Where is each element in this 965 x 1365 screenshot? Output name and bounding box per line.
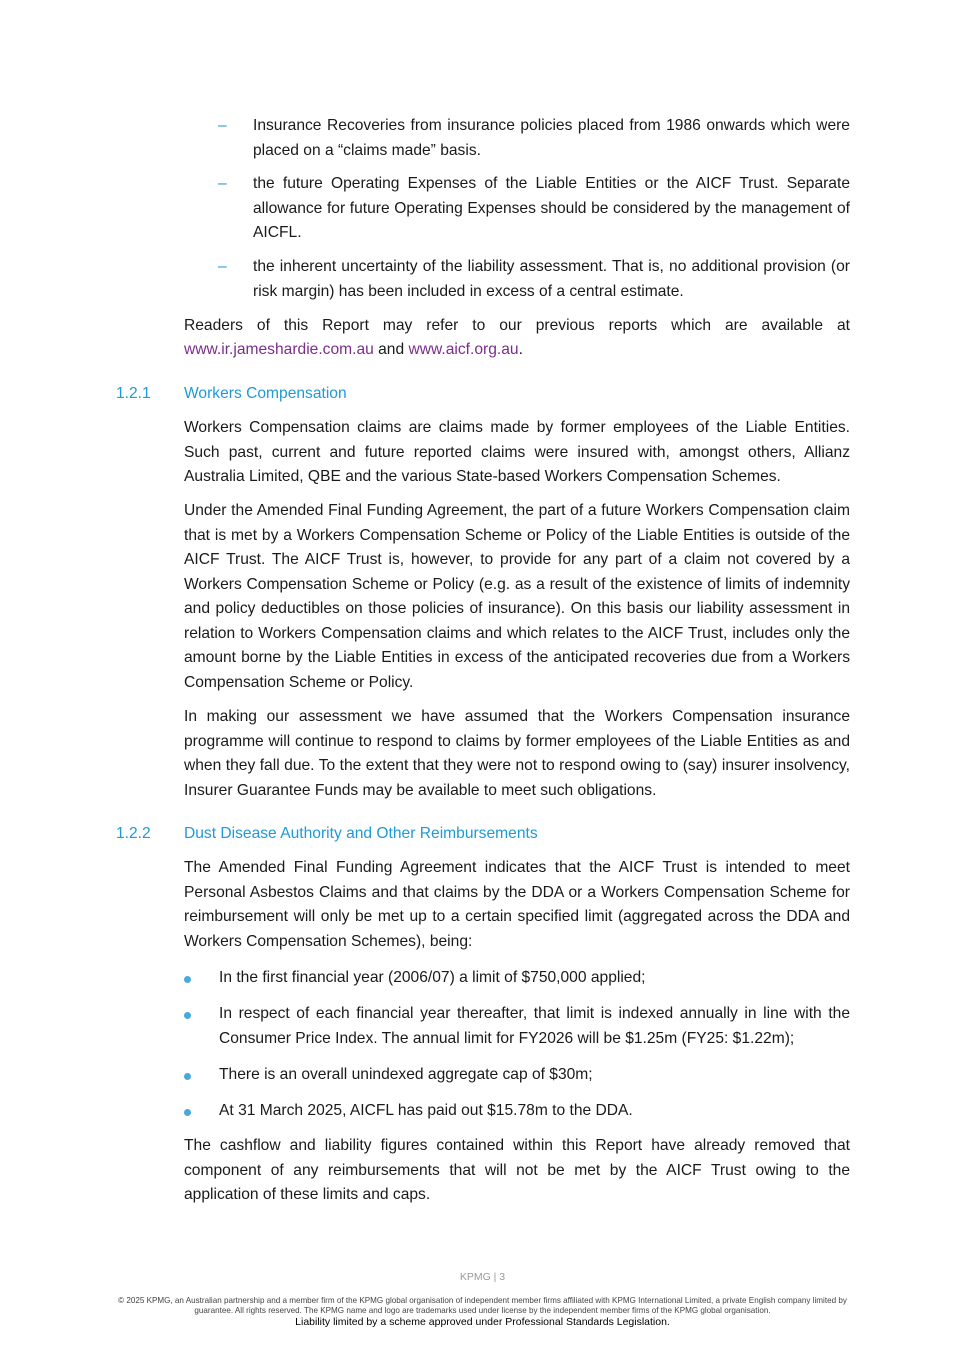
dash-list-item [218, 114, 850, 163]
dash-marker: – [218, 258, 227, 275]
readers-paragraph-line2 [184, 338, 850, 363]
readers-paragraph-line1: Readers of this Report may refer to our previous reports which are available at [184, 317, 850, 334]
paragraph: The cashflow and liability figures contained within this Report have already removed that component of any reimbursements that will not be met by the AICF Trust owing to the application of these limits and caps. [184, 1137, 850, 1203]
bullet-text: At 31 March 2025, AICFL has paid out $15.78m to the DDA. [219, 1102, 633, 1119]
paragraph: Workers Compensation claims are claims made by former employees of the Liable Entities. Such past, current and future reported claims were insured with, amongst others, Allianz Australia Limited, QBE and the various State-based Workers Compensation Schemes. [184, 419, 850, 485]
dash-list-item [218, 255, 850, 304]
footer-page-number: KPMG | 3 [459, 1271, 506, 1283]
bullet-dot-icon [184, 1073, 191, 1080]
bullet-text: There is an overall unindexed aggregate cap of $30m; [219, 1066, 593, 1083]
bullet-dot-icon [184, 1109, 191, 1116]
bullet-dot-icon [184, 976, 191, 983]
bullet-item [184, 1099, 850, 1124]
bullet-item [184, 1002, 850, 1051]
readers-end: . [518, 341, 523, 358]
dash-item-text: the future Operating Expenses of the Liable Entities or the AICF Trust. Separate allowance for future Operating Expenses should be considered by the management of AICFL. [253, 175, 850, 241]
bullet-text: In the first financial year (2006/07) a limit of $750,000 applied; [219, 969, 646, 986]
bullet-dot-icon [184, 1012, 191, 1019]
paragraph: The Amended Final Funding Agreement indicates that the AICF Trust is intended to meet Personal Asbestos Claims and that claims by the DDA or a Workers Compensation Scheme for reimbursement will only be met up to a certain specified limit (aggregated across the DDA and Workers Compensation Schemes), being: [184, 859, 850, 950]
dash-list-item [218, 172, 850, 246]
dash-marker: – [218, 117, 227, 134]
bullet-item [184, 1063, 850, 1088]
dash-marker: – [218, 175, 227, 192]
dash-item-text: the inherent uncertainty of the liability assessment. That is, no additional provision (or risk margin) has been included in excess of a central estimate. [253, 258, 850, 300]
dash-item-text: Insurance Recoveries from insurance policies placed from 1986 onwards which were placed on a “claims made” basis. [253, 117, 850, 159]
paragraph: Under the Amended Final Funding Agreement, the part of a future Workers Compensation claim that is met by a Workers Compensation Scheme or Policy of the Liable Entities is outside of the AICF Trust. The AICF Trust is, however, to provide for any part of a claim not covered by a Workers Compensation Scheme or Policy (e.g. as a result of the existence of limits of indemnity and policy deductibles on those policies of insurance). On this basis our liability assessment in relation to Workers Compensation claims and which relates to the AICF Trust, includes only the amount borne by the Liable Entities in excess of the anticipated recoveries due from a Workers Compensation Scheme or Policy. [184, 502, 850, 691]
section-number: 1.2.1 [116, 385, 151, 402]
aicf-link[interactable]: www.aicf.org.au [408, 341, 519, 358]
footer-liability: Liability limited by a scheme approved under Professional Standards Legislation. [295, 1316, 670, 1328]
section-number: 1.2.2 [116, 825, 151, 842]
readers-and: and [373, 341, 409, 358]
bullet-text: In respect of each financial year thereafter, that limit is indexed annually in line with the Consumer Price Index. The annual limit for FY2026 will be $1.25m (FY25: $1.22m); [219, 1005, 850, 1047]
footer-copyright: © 2025 KPMG, an Australian partnership and a member firm of the KPMG global organisation of independent member firms affiliated with KPMG International Limited, a private English company limited by guarantee. All rights reserved. The KPMG name and logo are trademarks used under license by the independent member firms of the KPMG global organisation. [118, 1296, 847, 1315]
jameshardie-link[interactable]: www.ir.jameshardie.com.au [184, 341, 374, 358]
section-title: Workers Compensation [184, 385, 347, 402]
paragraph: In making our assessment we have assumed that the Workers Compensation insurance programme will continue to respond to claims by former employees of the Liable Entities as and when they fall due. To the extent that they were not to respond owing to (say) insurer insolvency, Insurer Guarantee Funds may be available to meet such obligations. [184, 708, 850, 799]
section-title: Dust Disease Authority and Other Reimbursements [184, 825, 538, 842]
bullet-item [184, 966, 850, 991]
